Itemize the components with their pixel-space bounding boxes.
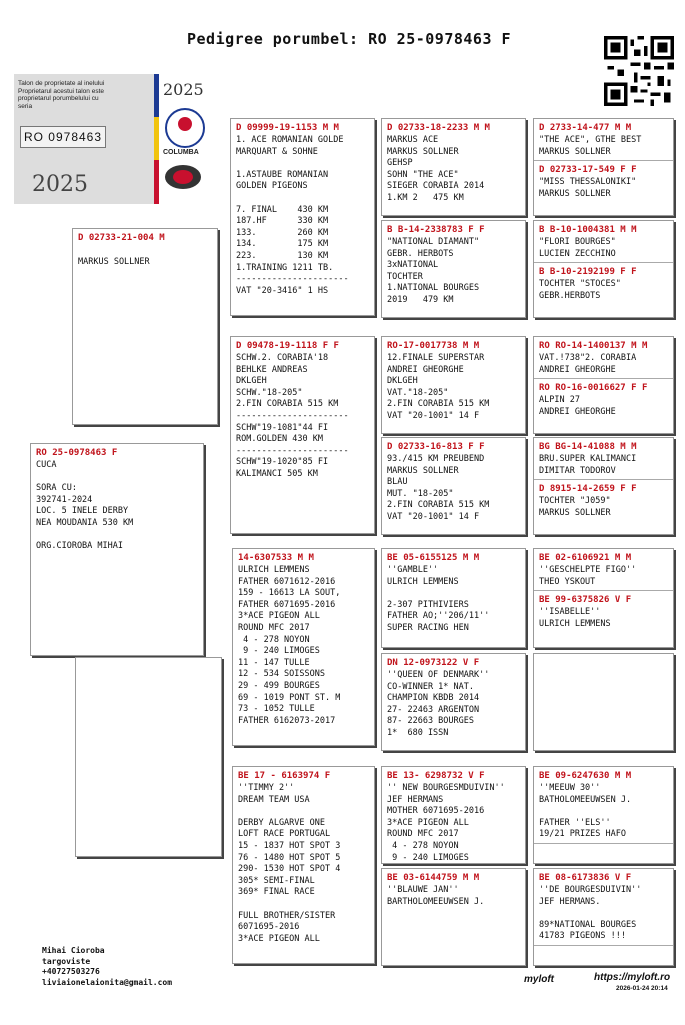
breeder-email[interactable]: liviaionelaionita@gmail.com bbox=[42, 977, 173, 987]
pedigree-details: ''DE BOURGESDUIVIN'' JEF HERMANS. 89*NATIONAL BOURGES 41783 PIGEONS !!! bbox=[539, 885, 642, 942]
ring-id-dam: BE 99-6375826 V F bbox=[534, 590, 673, 607]
ring-id bbox=[76, 658, 221, 662]
ring-id: DN 12-0973122 V F bbox=[387, 658, 480, 668]
ring-card-year: 2025 bbox=[32, 172, 88, 197]
pedigree-card-g4-7 bbox=[381, 766, 526, 864]
ring-id: BE 03-6144759 M M bbox=[387, 873, 480, 883]
columba-label: COLUMBA bbox=[163, 149, 199, 156]
ring-card-text: Talon de proprietate al inelului Proprietarul acestui talon este proprietarul porumbelului cu seria bbox=[18, 80, 105, 110]
ring-id-dam: D 8915-14-2659 F F bbox=[534, 479, 673, 496]
pedigree-card-granddam-2 bbox=[232, 766, 375, 964]
ring-id: BE 05-6155125 M M bbox=[387, 553, 480, 563]
pedigree-details: ''BLAUWE JAN'' BARTHOLOMEEUWSEN J. bbox=[387, 885, 485, 907]
pedigree-card-dam bbox=[75, 657, 222, 857]
pedigree-details: BRU.SUPER KALIMANCI DIMITAR TODOROV bbox=[539, 454, 637, 476]
pedigree-details: 93./415 KM PREUBEND MARKUS SOLLNER BLAU MUT. "18-205" 2.FIN CORABIA 515 KM VAT "20-1001" 14 F bbox=[387, 454, 490, 522]
pedigree-card-granddam-1 bbox=[230, 336, 375, 534]
pedigree-card-sire bbox=[72, 228, 218, 425]
ring-id: D 02733-18-2233 M M bbox=[387, 123, 490, 133]
pedigree-details: CUCA SORA CU: 392741-2024 LOC. 5 INELE DERBY NEA MOUDANIA 530 KM ORG.CIOROBA MIHAI bbox=[36, 460, 134, 552]
ring-id: B B-14-2338783 F F bbox=[387, 225, 485, 235]
ring-id: BE 02-6106921 M M bbox=[539, 553, 632, 563]
pedigree-card-g4-1 bbox=[381, 118, 526, 216]
breeder-city: targoviste bbox=[42, 956, 91, 966]
ring-id: 14-6307533 M M bbox=[238, 553, 314, 563]
ring-id: RO RO-14-1400137 M M bbox=[539, 341, 648, 351]
pedigree-details: "THE ACE", GTHE BEST MARKUS SOLLNER bbox=[539, 135, 642, 157]
pedigree-card-g4-5 bbox=[381, 548, 526, 648]
ring-id: D 09999-19-1153 M M bbox=[236, 123, 339, 133]
pedigree-details: ''MEEUW 30'' BATHOLOMEEUWSEN J. FATHER ''ELS'' 19/21 PRIZES HAFO bbox=[539, 783, 632, 840]
ring-id: BE 08-6173836 V F bbox=[539, 873, 632, 883]
pedigree-card-g4-6 bbox=[381, 653, 526, 751]
pedigree-details: VAT.!738"2. CORABIA ANDREI GHEORGHE bbox=[539, 353, 637, 375]
pedigree-card-g5-8 bbox=[533, 868, 674, 966]
page-title: Pedigree porumbel: RO 25-0978463 F bbox=[187, 30, 512, 48]
ring-id: RO-17-0017738 M M bbox=[387, 341, 480, 351]
ring-id: D 02733-21-004 M bbox=[78, 233, 165, 243]
pedigree-card-g5-5 bbox=[533, 548, 674, 648]
pedigree-details: ''TIMMY 2'' DREAM TEAM USA DERBY ALGARVE ONE LOFT RACE PORTUGAL 15 - 1837 HOT SPOT 3 76 - 1480 HOT SPOT 5 290- 1530 HOT SPOT 4 305* SEMI-FINAL 369* FINAL RACE FULL BROTHER/SISTER 6071695-2016 3*ACE PIGEON ALL bbox=[238, 783, 341, 944]
pedigree-card-g4-8 bbox=[381, 868, 526, 966]
ring-id-dam: RO RO-16-0016627 F F bbox=[534, 378, 673, 395]
ring-card-year-top: 2025 bbox=[163, 80, 204, 99]
pedigree-details: ULRICH LEMMENS FATHER 6071612-2016 159 - 16613 LA SOUT, FATHER 6071695-2016 3*ACE PIGEON ALL ROUND MFC 2017 4 - 278 NOYON 9 - 240 LIMOGES 11 - 147 TULLE 12 - 534 SOISSONS 29 - 499 BOURGES 69 - 1019 PONT ST. M 73 - 1052 TULLE FATHER 6162073-2017 bbox=[238, 565, 341, 726]
pedigree-details: '' NEW BOURGESMDUIVIN'' JEF HERMANS MOTHER 6071695-2016 3*ACE PIGEON ALL ROUND MFC 2017 4 - 278 NOYON 9 - 240 LIMOGES bbox=[387, 783, 505, 863]
ring-id-dam: D 02733-17-549 F F bbox=[534, 160, 673, 177]
pedigree-details-dam: "MISS THESSALONIKI" MARKUS SOLLNER bbox=[539, 177, 637, 199]
pedigree-details: 12.FINALE SUPERSTAR ANDREI GHEORGHE DKLGEH VAT."18-205" 2.FIN CORABIA 515 KM VAT "20-1001" 14 F bbox=[387, 353, 490, 421]
pedigree-card-g5-1 bbox=[533, 118, 674, 216]
pedigree-card-g4-4 bbox=[381, 437, 526, 535]
pedigree-card-g5-7 bbox=[533, 766, 674, 864]
breeder-contact bbox=[42, 946, 172, 988]
pedigree-details: "FLORI BOURGES" LUCIEN ZECCHINO bbox=[539, 237, 616, 259]
ring-id: BE 13- 6298732 V F bbox=[387, 771, 485, 781]
myloft-url-link[interactable]: https://myloft.ro bbox=[594, 972, 671, 983]
pedigree-card-subject bbox=[30, 443, 204, 656]
pedigree-details: 1. ACE ROMANIAN GOLDE MARQUART & SOHNE 1.ASTAUBE ROMANIAN GOLDEN PIGEONS 7. FINAL 430 KM 187.HF 330 KM 133. 260 KM 134. 175 KM 223. 130 KM 1.TRAINING 1211 TB. ---------------------- VAT "20-3416" 1 HS bbox=[236, 135, 349, 296]
pedigree-card-g4-2 bbox=[381, 220, 526, 318]
pedigree-details: ''GESCHELPTE FIGO'' THEO YSKOUT bbox=[539, 565, 637, 587]
ring-id-dam bbox=[534, 843, 673, 848]
ring-id-dam: B B-10-2192199 F F bbox=[534, 262, 673, 279]
pedigree-details: ''QUEEN OF DENMARK'' CO-WINNER 1* NAT. CHAMPION KBDB 2014 27- 22463 ARGENTON 87- 22663 BOURGES 1* 680 ISSN bbox=[387, 670, 490, 738]
pedigree-details: ''GAMBLE'' ULRICH LEMMENS 2-307 PITHIVIERS FATHER AO;''206/11'' SUPER RACING HEN bbox=[387, 565, 490, 633]
ring-id: BG BG-14-41088 M M bbox=[539, 442, 637, 452]
ring-id: BE 09-6247630 M M bbox=[539, 771, 632, 781]
ring-id: D 09478-19-1118 F F bbox=[236, 341, 339, 351]
ring-number: RO 0978463 bbox=[20, 126, 106, 148]
breeder-name: Mihai Cioroba bbox=[42, 946, 105, 955]
pedigree-details-dam: TOCHTER "STOCES" GEBR.HERBOTS bbox=[539, 279, 621, 301]
pedigree-details-dam: ''ISABELLE'' ULRICH LEMMENS bbox=[539, 607, 611, 629]
pedigree-details: MARKUS ACE MARKUS SOLLNER GEHSP SOHN "THE ACE" SIEGER CORABIA 2014 1.KM 2 475 KM bbox=[387, 135, 485, 203]
pedigree-details-dam: TOCHTER "J059" MARKUS SOLLNER bbox=[539, 496, 611, 518]
ring-id: D 02733-16-813 F F bbox=[387, 442, 485, 452]
ring-ownership-card bbox=[14, 74, 154, 204]
pedigree-card-g5-4 bbox=[533, 437, 674, 535]
columba-logo-icon bbox=[165, 108, 205, 148]
pedigree-card-g5-2 bbox=[533, 220, 674, 318]
print-timestamp: 2026-01-24 20:14 bbox=[616, 985, 668, 992]
pedigree-details-dam: ALPIN 27 ANDREI GHEORGHE bbox=[539, 395, 616, 417]
pedigree-details: MARKUS SOLLNER bbox=[78, 256, 150, 267]
ring-id-dam bbox=[534, 945, 673, 950]
ring-id: D 2733-14-477 M M bbox=[539, 123, 632, 133]
pedigree-card-grandsire-1 bbox=[230, 118, 375, 316]
romanian-flag-stripe bbox=[154, 74, 159, 204]
pedigree-card-g4-3 bbox=[381, 336, 526, 434]
pedigree-card-g5-6-empty bbox=[533, 653, 674, 751]
ring-id: B B-10-1004381 M M bbox=[539, 225, 637, 235]
myloft-logo: myloft bbox=[524, 974, 554, 985]
federation-logo-icon bbox=[165, 165, 201, 189]
pedigree-card-grandsire-2 bbox=[232, 548, 375, 746]
ring-id: RO 25-0978463 F bbox=[36, 448, 118, 458]
qr-code bbox=[604, 36, 674, 106]
pedigree-card-g5-3 bbox=[533, 336, 674, 434]
breeder-phone: +40727503276 bbox=[42, 967, 100, 976]
pedigree-details: SCHW.2. CORABIA'18 BEHLKE ANDREAS DKLGEH SCHW."18-205" 2.FIN CORABIA 515 KM ---------------------- SCHW"19-1081"44 FI ROM.GOLDEN 430 KM ---------------------- SCHW"19-1020"85 FI KALIMANCI 505 KM bbox=[236, 353, 349, 479]
pedigree-details: "NATIONAL DIAMANT" GEBR. HERBOTS 3xNATIONAL TOCHTER 1.NATIONAL BOURGES 2019 479 KM bbox=[387, 237, 480, 305]
ring-id: BE 17 - 6163974 F bbox=[238, 771, 331, 781]
